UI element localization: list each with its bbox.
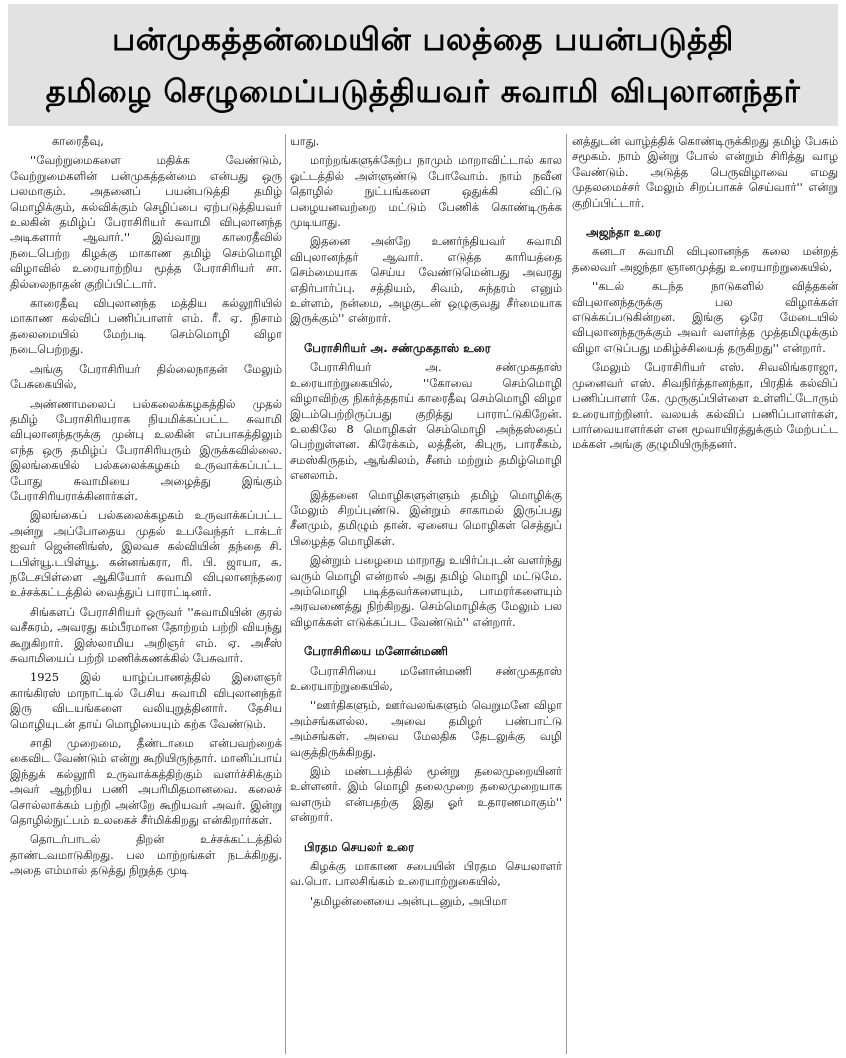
paragraph: மாற்றங்களுக்கேற்ப நாமும் மாறாவிட்டால் கால ஓட்டத்தில் அள்ளுண்டு போவோம். நாம் நவீன தொழில் நுட்பங்களை ஒதுக்கி விட்டு பழையனவற்றை மட்டும் பேணிக் கொண்டிருக்க முடியாது.: [290, 153, 562, 230]
paragraph: மேலும் பேராசிரியர் எஸ். சிவலிங்கராஜா, முனைவர் எஸ். சிவநிர்த்தானந்தா, பிரதிக் கல்விப் பணிப்பாளர் கே. முருகுப்பிள்ளை உள்ளிட்டோரும் உரையாற்றினர். வலயக் கல்விப் பணிப்பாளர்கள், பார்வையாளர்கள் என மூவாயிரத்துக்கும் மேற்பட்ட மக்கள் அங்கு குழுமியிருந்தனர்.: [572, 360, 838, 452]
paragraph: தொடர்பாடல் திறன் உச்சக்கட்டத்தில் தாண்டவமாடுகிறது. பல மாற்றங்கள் நடக்கிறது. அதை எம்மால் தடுத்து நிறுத்த முடி: [10, 832, 282, 878]
paragraph: இம் மண்டபத்தில் மூன்று தலைமுறையினர் உள்ளனர். இம் மொழி தலைமுறை தலைமுறையாக வளரும் என்பதற்கு இது ஓர் உதாரணமாகும்'' என்றார்.: [290, 764, 562, 825]
paragraph: கனடா சுவாமி விபுலானந்த கலை மன்றத் தலைவர் அஜந்தா ஞானமுத்து உரையாற்றுகையில்,: [572, 244, 838, 274]
paragraph: பேராசிரியை மனோன்மணி சண்முகதாஸ் உரையாற்றுகையில்,: [290, 663, 562, 693]
column-divider: [566, 134, 567, 1054]
paragraph: இன்றும் பழைமை மாறாது உயிர்ப்புடன் வளர்ந்து வரும் மொழி என்றால் அது தமிழ் மொழி மட்டுமே. அம்மொழி படித்தவர்களையும், பாமரர்களையும் அரவணைத்து நிற்கிறது. செம்மொழிக்கு மேலும் பல விழாக்கள் எடுக்கப்பட வேண்டும்'' என்றார்.: [290, 553, 562, 629]
paragraph: கிழக்கு மாகாண சபையின் பிரதம செயலாளர் வ.பொ. பாலசிங்கம் உரையாற்றுகையில்,: [290, 859, 562, 889]
headline-line-2: தமிழை செழுமைப்படுத்தியவர் சுவாமி விபுலானந்தர்: [45, 74, 801, 110]
paragraph: இதனை அன்றே உணர்ந்தியவர் சுவாமி விபுலானந்தர் ஆவார். எடுத்த காரியத்தை செம்மையாக செய்ய வேண்டுமென்பது அவரது எதிர்பார்ப்பு. சத்தியம், சிவம், சுந்தரம் எனும் உள்ளம், நன்மை, அழகுடன் ஒழுகுவது சீர்மையாக இருக்கும்'' என்றார்.: [290, 234, 562, 326]
headline: [8, 4, 838, 126]
article-column-2: [290, 134, 562, 1056]
headline-line-1: பன்முகத்தன்மையின் பலத்தை பயன்படுத்தி: [112, 22, 734, 58]
paragraph: சிங்களப் பேராசிரியர் ஒருவர் ''சுவாமியின் குரல் வசீகரம், அவரது கம்பீரமான தோற்றம் பற்றி வியந்து கூறுகிறார். இஸ்லாமிய அறிஞர் எம். ஏ. அசீஸ் சுவாமியைப் பற்றி மணிக்கணக்கில் பேசுவார்.: [10, 604, 282, 665]
subheading: பிரதம செயலர் உரை: [304, 839, 415, 854]
paragraph: காரைதீவு விபுலானந்த மத்திய கல்லூரியில் மாகாண கல்விப் பணிப்பாளர் எம். ரீ. ஏ. நிசாம் தலைமையில் மேற்படி செம்மொழி விழா நடைபெற்றது.: [10, 296, 282, 357]
subheading: பேராசிரியை மனோன்மணி: [304, 644, 448, 659]
paragraph: பேராசிரியர் அ. சண்முகதாஸ் உரையாற்றுகையில், ''கோவை செம்மொழி விழாவிற்கு நிகர்த்ததாய் காரைதீவு செம்மொழி விழா இடம்பெற்றிருப்பது குறித்து பாராட்டுகிறேன். உலகிலே 8 மொழிகள் செம்மொழி அந்தஸ்தைப் பெற்றுள்ளன. கிரேக்கம், லத்தீன், கிபுரு, பாரசீகம், சமஸ்கிருதம், ஆங்கிலம், சீனம் மற்றும் தமிழ்மொழி எனலாம்.: [290, 360, 562, 483]
paragraph: னத்துடன் வாழ்த்திக் கொண்டிருக்கிறது தமிழ் பேசும் சமூகம். நாம் இன்று போல் என்றும் சிரித்து வாழ வேண்டும். அடுத்த பெருவிழாவை எமது முதலமைச்சர் மேலும் சிறப்பாகச் செய்வார்'' என்று குறிப்பிட்டார்.: [572, 134, 838, 210]
paragraph: ''வேற்றுமைகளை மதிக்க வேண்டும், வேற்றுமைகளின் பன்முகத்தன்மை என்பது ஒரு பலமாகும். அதனைப் பயன்படுத்தி தமிழ் மொழிக்கும், கல்விக்கும் செழிப்பை ஏற்படுத்தியவர் உலகின் தமிழ்ப் பேராசிரியர் சுவாமி விபுலானந்த அடிகளார் ஆவார்.'' இவ்வாறு காரைதீவில் நடைபெற்ற கிழக்கு மாகாண தமிழ் செம்மொழி விழாவில் உரையாற்றிய மூத்த பேராசிரியர் சா. தில்லைநாதன் குறிப்பிட்டார்.: [10, 153, 282, 291]
paragraph: ''கடல் கடந்த நாடுகளில் வித்தகன் விபுலானந்தருக்கு பல விழாக்கள் எடுக்கப்படுகின்றன. இங்கு ஒரே மேடையில் விபுலானந்தருக்கும் அவர் வளர்த்த முத்தமிழுக்கும் விழா எடுப்பது மகிழ்ச்சியைத் தருகிறது'' என்றார்.: [572, 279, 838, 355]
subheading: பேராசிரியர் அ. சண்முகதாஸ் உரை: [304, 340, 491, 355]
paragraph: சாதி முறைமை, தீண்டாமை என்பவற்றைக் கைவிட வேண்டும் என்று கூறியிருந்தார். மானிப்பாய் இந்துக் கல்லூரி உருவாக்கத்திற்கும் வளர்ச்சிக்கும் அவர் ஆற்றிய பணி அபரிமிதமானவை. கலைச் சொல்லாக்கம் பற்றி அன்றே கூறியவர் அவர். இன்று தொழில்நுட்பம் உலகைச் சீர்மிக்கிறது என்கிறார்கள்.: [10, 736, 282, 828]
subheading: அஜந்தா உரை: [586, 225, 662, 240]
paragraph: ''ஊர்திகளும், ஊர்வலங்களும் வெறுமனே விழா அம்சங்களல்ல. அவை தமிழர் பண்பாட்டு அம்சங்கள். அவை மேலதிக தேடலுக்கு வழி வகுத்திருக்கிறது.: [290, 698, 562, 759]
column-divider: [285, 134, 286, 1054]
paragraph: அங்கு பேராசிரியர் தில்லைநாதன் மேலும் பேசுகையில்,: [10, 361, 282, 392]
paragraph: இலங்கைப் பல்கலைக்கழகம் உருவாக்கப்பட்ட அன்று அப்போதைய முதல் உபவேந்தர் டாக்டர் ஐவர் ஜென்னிங்ஸ், இலவச கல்வியின் தந்தை சி. டபிள்யூ.டபிள்யூ. கன்னங்கரா, ரி. பி. ஜாயா, சு. நடேசபிள்ளை ஆகியோர் சுவாமி விபுலானந்தரை உச்சக்கட்டத்தில் வைத்துப் பாராட்டினர்.: [10, 508, 282, 600]
paragraph: காரைதீவு,: [52, 134, 104, 148]
paragraph: இத்தனை மொழிகளுள்ளும் தமிழ் மொழிக்கு மேலும் சிறப்புண்டு. இன்றும் சாகாமல் இருப்பது சீனமும், தமிழும் தான். ஏனைய மொழிகள் செத்துப் பிழைத்த மொழிகள்.: [290, 487, 562, 548]
paragraph: 'தமிழன்னையை அன்புடனும், அபிமா: [310, 893, 507, 908]
paragraph: 1925 இல் யாழ்ப்பாணத்தில் இளைஞர் காங்கிரஸ் மாநாட்டில் பேசிய சுவாமி விபுலானந்தர் இரு விடயங்களை வலியுறுத்தினார். தேசிய மொழியுடன் தாய் மொழியையும் கற்க வேண்டும்.: [10, 670, 282, 731]
paragraph: யாது.: [290, 134, 320, 148]
paragraph: அண்ணாமலைப் பல்கலைக்கழகத்தில் முதல் தமிழ் பேராசிரியராக நியமிக்கப்பட்ட சுவாமி விபுலானந்தருக்கு முன்பு உலகின் எப்பாகத்திலும் எந்த ஒரு தமிழ்ப் பேராசிரியரும் இருக்கவில்லை. இலங்கையில் பல்கலைக்கழகம் உருவாக்கப்பட்ட போது சுவாமியை அழைத்து இங்கும் பேராசிரியராக்கினார்கள்.: [10, 396, 282, 503]
article-column-1: [10, 134, 282, 1056]
article-column-3: [572, 134, 838, 554]
